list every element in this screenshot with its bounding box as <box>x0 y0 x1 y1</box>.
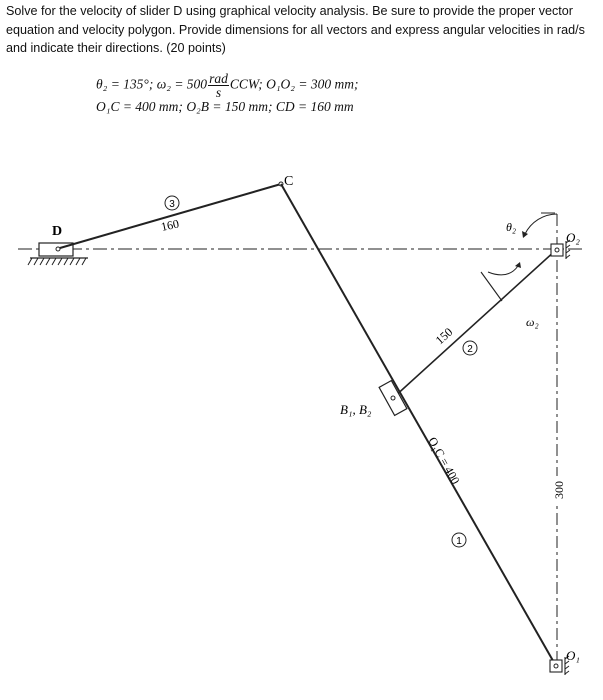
omega2-cross-line <box>481 272 502 301</box>
given-omega2: ω₂ = 500 <box>156 76 208 92</box>
dim-160: 160 <box>159 216 181 234</box>
given-cd: CD = 160 mm <box>275 99 354 114</box>
slider-d <box>28 243 88 265</box>
dim-300: 300 <box>552 481 566 499</box>
label-omega2: ω₂ <box>526 315 539 329</box>
given-theta2: θ₂ = 135°; <box>96 76 154 92</box>
label-d: D <box>52 224 63 239</box>
label-o2: O₂ <box>566 230 580 245</box>
theta2-arrow-icon <box>522 231 528 238</box>
given-o1c: O₁C = 400 mm; <box>96 99 183 114</box>
omega2-unit-num: rad <box>209 71 228 86</box>
link-1-o1c <box>281 184 556 666</box>
link-3-dc <box>60 184 281 248</box>
link-2-number: 2 <box>467 344 473 355</box>
link-3-number: 3 <box>169 199 175 210</box>
label-o1: O₁ <box>566 648 580 663</box>
dim-150: 150 <box>432 324 456 348</box>
theta2-arc-icon <box>525 214 557 234</box>
label-theta2: θ₂ <box>506 220 517 234</box>
omega2-unit-den: s <box>215 85 222 100</box>
label-c: C <box>284 174 294 189</box>
dim-o1c-400: O₁C = 400 <box>425 434 463 487</box>
problem-text: Solve for the velocity of slider D using graphical velocity analysis. Be sure to provide the proper vector equation and velocity polygon. Provide dimensions for all vectors and express angular velocities in rad/s and indicate their directions. (20 points) <box>6 4 585 55</box>
link-1-number: 1 <box>456 536 462 547</box>
given-o2b: O₂B = 150 mm; <box>186 99 273 114</box>
given-o1o2: O₁O₂ = 300 mm; <box>266 76 359 92</box>
given-omega2-dir: CCW; <box>229 76 263 92</box>
omega2-arrow-icon <box>515 262 521 268</box>
omega2-arc-icon <box>488 266 518 275</box>
label-b: B₁, B₂ <box>340 402 372 417</box>
